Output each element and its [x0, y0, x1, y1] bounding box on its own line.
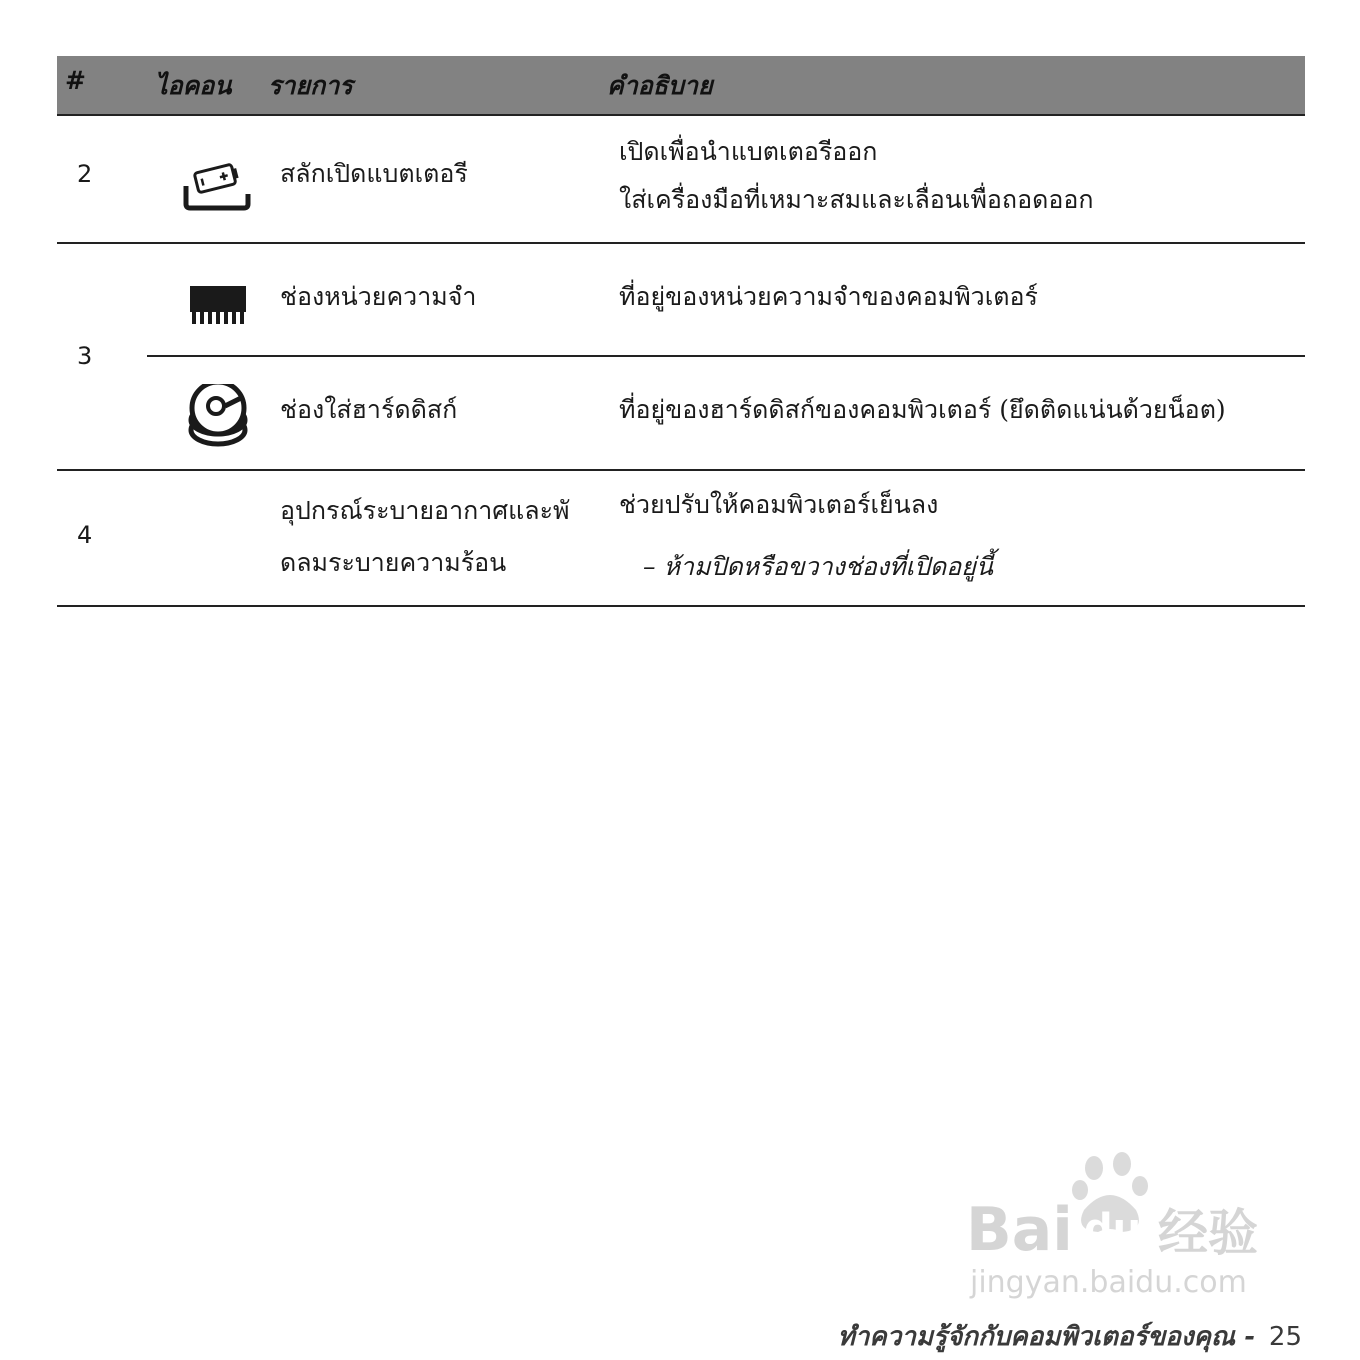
warning-note: – ห้ามปิดหรือขวางช่องที่เปิดอยู่นี้: [643, 552, 993, 581]
row-number: 4: [77, 521, 93, 549]
table-row: [57, 244, 1305, 471]
item-hard-disk: ช่องใส่ฮาร์ดดิสก์: [280, 395, 458, 424]
desc-line: เปิดเพื่อนำแบตเตอรีออก: [619, 137, 878, 166]
table-header: [57, 56, 1305, 116]
watermark-brand: Bai: [966, 1195, 1073, 1265]
header-item: รายการ: [268, 71, 353, 100]
desc-ventilation: [619, 481, 993, 591]
item-memory: ช่องหน่วยความจำ: [280, 282, 477, 311]
footer-title: ทำความรู้จักกับคอมพิวเตอร์ของคุณ -: [837, 1322, 1255, 1352]
memory-icon: [188, 284, 248, 332]
components-table: [57, 56, 1305, 607]
table-row: [57, 116, 1305, 244]
header-num: #: [65, 66, 86, 95]
item-ventilation: [280, 485, 570, 589]
item-line: อุปกรณ์ระบายอากาศและพั: [280, 496, 570, 525]
page-footer: [838, 1316, 1302, 1357]
row-number: 3: [77, 342, 93, 370]
desc-line: ใส่เครื่องมือที่เหมาะสมและเลื่อนเพื่อถอดออก: [619, 185, 1094, 214]
watermark-logo: [962, 1150, 1282, 1310]
desc-battery-latch: [619, 128, 1094, 224]
desc-memory: ที่อยู่ของหน่วยความจำของคอมพิวเตอร์: [619, 282, 1038, 311]
page-number: 25: [1268, 1322, 1302, 1352]
table-row: [57, 471, 1305, 607]
watermark-cn: 经验: [1158, 1204, 1258, 1262]
item-battery-latch: สลักเปิดแบตเตอรี: [280, 159, 468, 188]
header-desc: คำอธิบาย: [607, 71, 713, 100]
desc-hard-disk: ที่อยู่ของฮาร์ดดิสก์ของคอมพิวเตอร์ (ยึดติดแน่นด้วยน็อต): [619, 395, 1226, 424]
watermark-brand2: du: [1084, 1206, 1142, 1252]
battery-release-icon: [182, 160, 252, 216]
header-icon: ไอคอน: [155, 71, 232, 100]
hard-disk-icon: [187, 384, 249, 454]
row-divider: [147, 355, 1305, 357]
watermark-url: jingyan.baidu.com: [970, 1265, 1247, 1300]
desc-line: ช่วยปรับให้คอมพิวเตอร์เย็นลง: [619, 490, 939, 519]
item-line: ดลมระบายความร้อน: [280, 548, 507, 577]
row-number: 2: [77, 160, 93, 188]
